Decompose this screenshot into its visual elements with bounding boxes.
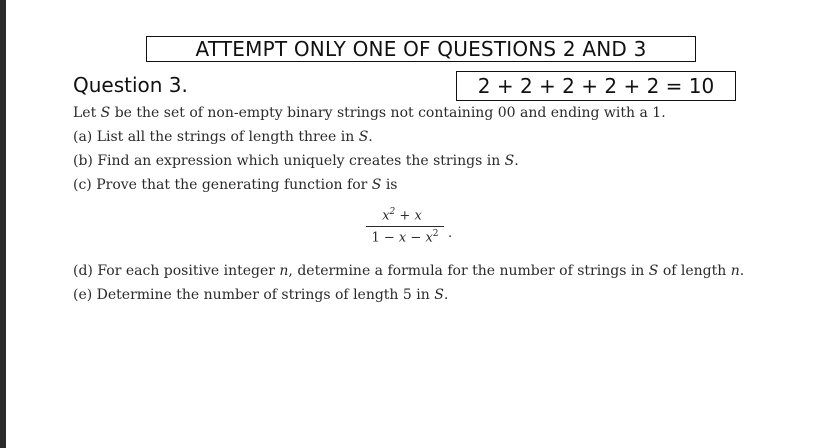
part-d-var-n2: n (730, 263, 740, 279)
intro-text-1: Let (73, 105, 101, 121)
part-d (73, 262, 744, 280)
intro-text-2: be the set of non-empty binary strings not containing 00 and ending with a 1. (110, 105, 666, 121)
num-x2: x (414, 208, 422, 224)
part-c-text-1: (c) Prove that the generating function for (73, 177, 372, 193)
part-d-text-3: of length (658, 263, 731, 279)
den-x2: x (425, 230, 433, 246)
marks-box: 2 + 2 + 2 + 2 + 2 = 10 (456, 71, 736, 101)
window-left-edge (0, 0, 6, 448)
part-d-text-2: , determine a formula for the number of strings in (288, 263, 649, 279)
attempt-banner: ATTEMPT ONLY ONE OF QUESTIONS 2 AND 3 (146, 36, 696, 62)
question-intro (73, 104, 666, 122)
part-c-var-s: S (371, 177, 382, 193)
part-a-text-1: (a) List all the strings of length three in (73, 129, 359, 145)
part-d-var-s: S (648, 263, 659, 279)
generating-function-formula (360, 204, 456, 248)
num-x1: x (382, 208, 390, 224)
part-b-var-s: S (504, 153, 515, 169)
part-c-text-2: is (381, 177, 398, 193)
part-a-text-2: . (368, 129, 373, 145)
part-c (73, 176, 398, 194)
num-exp: 2 (389, 207, 396, 217)
part-b (73, 152, 519, 170)
den-op: − (406, 230, 426, 246)
part-d-text-1: (d) For each positive integer (73, 263, 280, 279)
part-a (73, 128, 373, 146)
num-op: + (395, 208, 415, 224)
part-e (73, 286, 448, 304)
question-title: Question 3. (73, 73, 188, 97)
fraction-denominator (360, 229, 450, 245)
part-e-var-s: S (434, 287, 444, 303)
part-a-var-s: S (358, 129, 369, 145)
part-b-text-1: (b) Find an expression which uniquely creates the strings in (73, 153, 505, 169)
fraction-numerator (360, 207, 444, 223)
den-x1: x (398, 230, 407, 246)
part-e-text-2: . (443, 287, 449, 303)
den-one: 1 − (371, 230, 399, 246)
part-d-text-4: . (739, 263, 745, 279)
intro-var-s: S (100, 105, 111, 121)
part-d-var-n: n (279, 263, 289, 279)
part-b-text-2: . (514, 153, 519, 169)
part-e-text-1: (e) Determine the number of strings of length 5 in (73, 287, 435, 303)
formula-period: . (448, 226, 453, 241)
den-exp: 2 (432, 229, 439, 239)
fraction-bar (366, 226, 444, 227)
